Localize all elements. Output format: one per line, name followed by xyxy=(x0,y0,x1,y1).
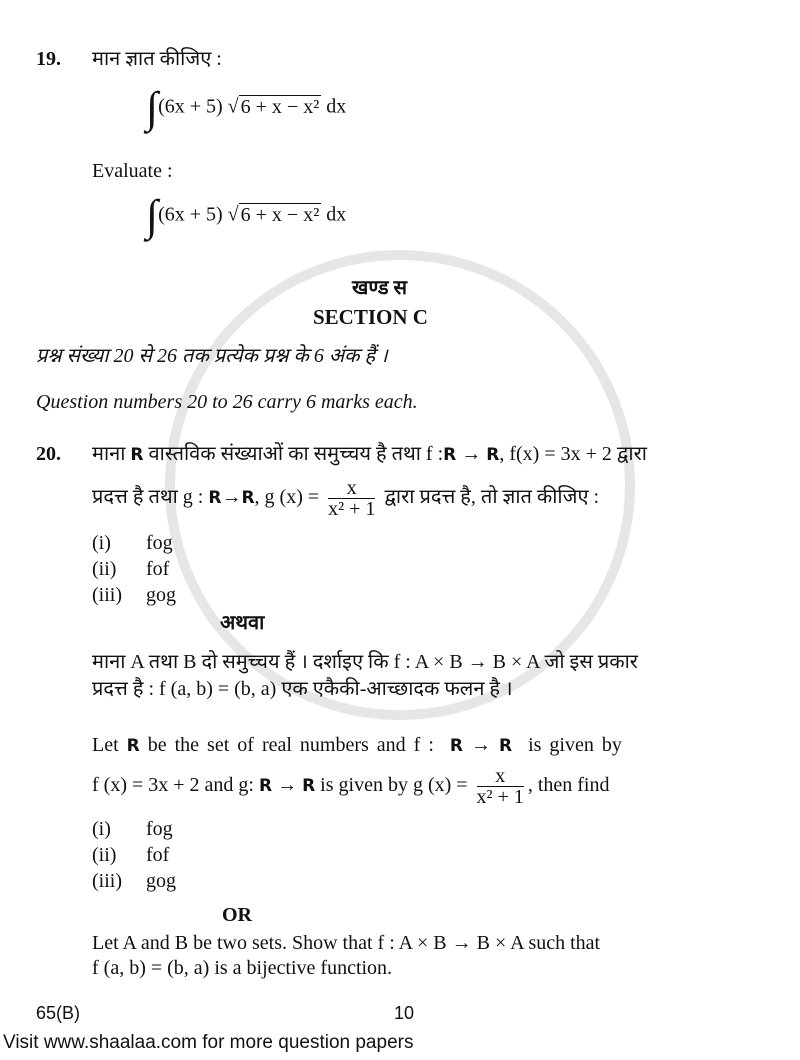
text: is given by xyxy=(528,734,622,756)
part-label: (iii) xyxy=(92,870,122,892)
reals-symbol: R xyxy=(449,736,463,756)
text: be the set of real numbers and f : xyxy=(147,734,434,756)
or-hindi-line2: प्रदत्त है : f (a, b) = (b, a) एक एकैकी-आच्छादक फलन है । xyxy=(92,678,513,700)
dx: dx xyxy=(326,203,347,226)
text: वास्तविक संख्याओं का समुच्चय है तथा f : xyxy=(148,443,444,465)
part-text: gog xyxy=(146,870,176,892)
footer-visit-link[interactable]: Visit www.shaalaa.com for more question papers xyxy=(3,1032,414,1053)
reals-symbol: R xyxy=(208,488,222,508)
text: द्वारा प्रदत्त है, तो ज्ञात कीजिए : xyxy=(384,486,600,508)
page-number: 10 xyxy=(394,1003,415,1023)
reals-symbol: R xyxy=(443,445,457,465)
text: प्रदत्त है तथा g : xyxy=(92,486,204,508)
text: , f(x) = 3x + 2 द्वारा xyxy=(499,443,647,465)
question-prompt-english: Evaluate : xyxy=(92,160,173,182)
reals-symbol: R xyxy=(130,445,144,465)
fraction xyxy=(328,478,375,519)
numerator: x xyxy=(477,766,524,787)
integrand: (6x + 5) xyxy=(158,95,223,118)
text: Let xyxy=(92,734,119,756)
part-label: (iii) xyxy=(92,584,122,606)
part-label: (i) xyxy=(92,818,111,840)
denominator: x² + 1 xyxy=(328,497,376,520)
section-title-hindi: खण्ड स xyxy=(352,277,408,299)
question-prompt-hindi: मान ज्ञात कीजिए : xyxy=(92,48,222,70)
numerator: x xyxy=(328,478,375,499)
fraction xyxy=(477,766,524,807)
or-hindi: अथवा xyxy=(220,612,265,634)
reals-symbol: R xyxy=(241,488,255,508)
integral-expression: ∫(6x + 5) √ 6 + x − x² dx xyxy=(146,83,347,132)
integral-sign: ∫ xyxy=(146,83,159,132)
arrow: → xyxy=(277,774,298,796)
q20-hindi-line2 xyxy=(92,472,599,523)
part-text: fof xyxy=(146,558,170,580)
part-label: (ii) xyxy=(92,558,117,580)
reals-symbol: R xyxy=(498,736,513,756)
or-hindi-line1: माना A तथा B दो समुच्चय हैं । दर्शाइए कि f : A × B → B × A जो इस प्रकार xyxy=(92,651,638,673)
part-label: (ii) xyxy=(92,844,117,866)
section-note-english: Question numbers 20 to 26 carry 6 marks each. xyxy=(36,391,418,413)
integrand: (6x + 5) xyxy=(158,203,223,226)
part-text: fog xyxy=(146,818,173,840)
arrow: → xyxy=(470,734,491,756)
denominator: x² + 1 xyxy=(476,785,524,808)
arrow: → xyxy=(221,486,242,508)
reals-symbol: R xyxy=(126,736,140,756)
text: माना xyxy=(92,443,126,465)
part-text: fog xyxy=(146,532,173,554)
integral-sign: ∫ xyxy=(146,191,159,240)
radicand: 6 + x − x² xyxy=(240,203,320,226)
question-number: 19. xyxy=(36,48,61,70)
or-english: OR xyxy=(222,904,252,926)
or-english-line2: f (a, b) = (b, a) is a bijective function. xyxy=(92,957,393,979)
section-note-hindi: प्रश्न संख्या 20 से 26 तक प्रत्येक प्रश्न के 6 अंक हैं । xyxy=(36,345,388,367)
reals-symbol: R xyxy=(302,776,316,796)
q20-english-line2 xyxy=(92,760,609,811)
reals-symbol: R xyxy=(258,776,273,796)
section-title: SECTION C xyxy=(313,305,428,329)
or-english-line1: Let A and B be two sets. Show that f : A × B → B × A such that xyxy=(92,932,601,954)
q20-hindi-line1 xyxy=(92,442,647,467)
dx: dx xyxy=(326,95,347,118)
part-label: (i) xyxy=(92,532,111,554)
integral-expression: ∫(6x + 5) √ 6 + x − x² dx xyxy=(146,191,347,240)
text: , g (x) = xyxy=(254,486,320,508)
text: is given by g (x) = xyxy=(320,774,468,796)
q20-english-line1 xyxy=(92,733,622,758)
reals-symbol: R xyxy=(486,445,500,465)
paper-code: 65(B) xyxy=(36,1003,81,1023)
radicand: 6 + x − x² xyxy=(240,95,320,118)
text: , then find xyxy=(527,774,610,796)
part-text: fof xyxy=(146,844,170,866)
question-number: 20. xyxy=(36,443,61,465)
part-text: gog xyxy=(146,584,176,606)
arrow: → xyxy=(461,443,482,465)
text: f (x) = 3x + 2 and g: xyxy=(92,774,254,796)
